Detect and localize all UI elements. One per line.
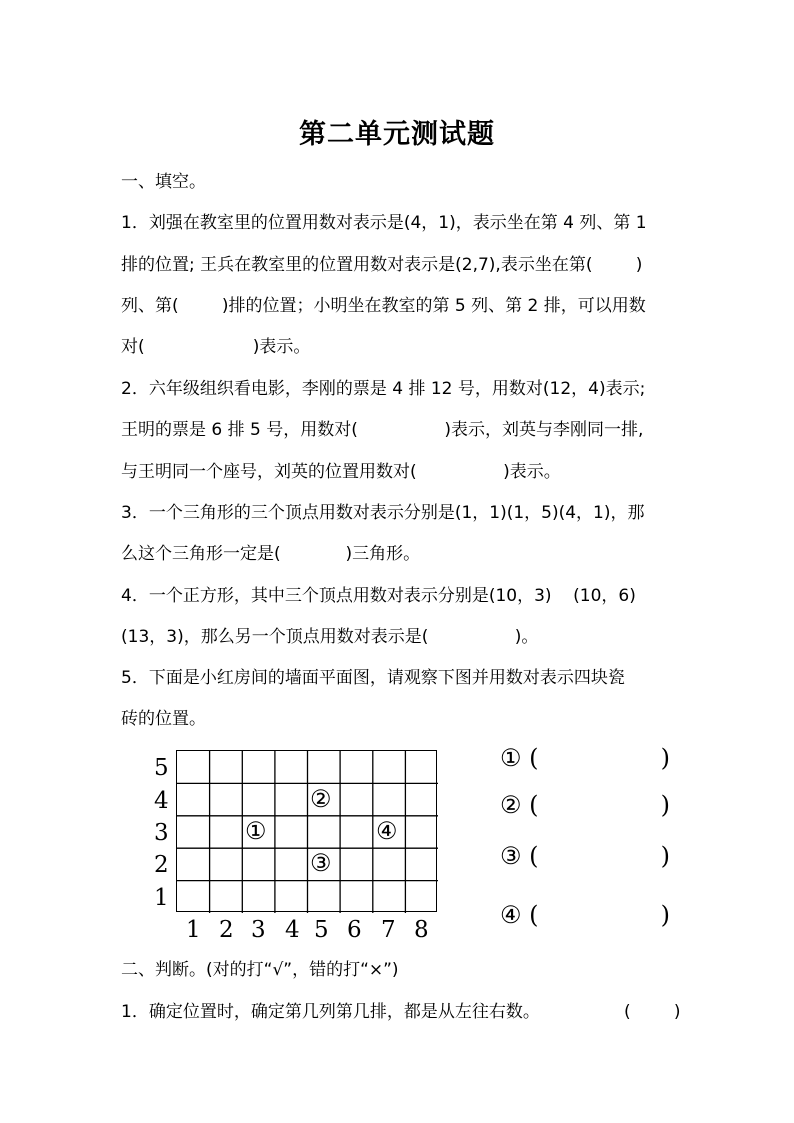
x-axis-label: 1	[186, 917, 201, 943]
x-axis-label: 8	[414, 917, 429, 943]
answer-row-2	[500, 791, 670, 819]
x-axis-label: 6	[347, 917, 362, 943]
y-axis-label: 1	[154, 885, 169, 911]
answer-blank[interactable]: ( )	[529, 842, 670, 870]
answer-blank[interactable]: ( )	[529, 901, 670, 929]
question-line: (13，3)，那么另一个顶点用数对表示是( )。	[121, 627, 539, 647]
question-line: 与王明同一个座号，刘英的位置用数对( )表示。	[121, 462, 561, 482]
y-axis-label: 5	[154, 755, 169, 781]
answer-number: ②	[500, 791, 522, 819]
question-line: 列、第( )排的位置；小明坐在教室的第 5 列、第 2 排，可以用数	[121, 296, 646, 316]
question-line: 3．一个三角形的三个顶点用数对表示分别是(1，1)(1，5)(4，1)，那	[121, 503, 645, 523]
answer-blank[interactable]: ( )	[529, 791, 670, 819]
answer-number: ④	[500, 901, 522, 929]
grid-lines	[177, 751, 438, 913]
y-axis-label: 3	[154, 820, 169, 846]
question-line: 5．下面是小红房间的墙面平面图，请观察下图并用数对表示四块瓷	[121, 668, 625, 688]
tile-4: ④	[376, 817, 398, 845]
question-line: 么这个三角形一定是( )三角形。	[121, 544, 421, 564]
question-line: 排的位置; 王兵在教室里的位置用数对表示是(2,7),表示坐在第( )	[121, 255, 643, 275]
answer-row-3	[500, 842, 670, 870]
judgement-blank[interactable]: ( )	[624, 1002, 681, 1022]
tile-1: ①	[245, 817, 267, 845]
answer-number: ③	[500, 842, 522, 870]
judgement-item: 1．确定位置时，确定第几列第几排，都是从左往右数。	[121, 1002, 540, 1022]
section-2-heading: 二、判断。(对的打“√”，错的打“×”)	[121, 960, 399, 980]
answer-number: ①	[500, 744, 522, 772]
answer-blank[interactable]: ( )	[529, 744, 670, 772]
section-1-heading: 一、填空。	[121, 172, 206, 192]
x-axis-label: 2	[219, 917, 234, 943]
page-title: 第二单元测试题	[299, 119, 495, 150]
question-line: 王明的票是 6 排 5 号，用数对( )表示，刘英与李刚同一排,	[121, 420, 644, 440]
question-line: 砖的位置。	[121, 709, 206, 729]
x-axis-label: 4	[285, 917, 300, 943]
answer-row-1	[500, 744, 670, 772]
x-axis-label: 5	[314, 917, 329, 943]
question-line: 2．六年级组织看电影，李刚的票是 4 排 12 号，用数对(12，4)表示;	[121, 379, 646, 399]
question-line: 对( )表示。	[121, 337, 311, 357]
answer-row-4	[500, 901, 670, 929]
tile-grid	[176, 750, 437, 912]
y-axis-label: 4	[154, 788, 169, 814]
tile-2: ②	[310, 785, 332, 813]
tile-3: ③	[310, 849, 332, 877]
x-axis-label: 3	[251, 917, 266, 943]
question-line: 4．一个正方形，其中三个顶点用数对表示分别是(10，3) (10，6)	[121, 586, 636, 606]
y-axis-label: 2	[154, 852, 169, 878]
question-line: 1．刘强在教室里的位置用数对表示是(4，1)，表示坐在第 4 列、第 1	[121, 213, 647, 233]
x-axis-label: 7	[381, 917, 396, 943]
